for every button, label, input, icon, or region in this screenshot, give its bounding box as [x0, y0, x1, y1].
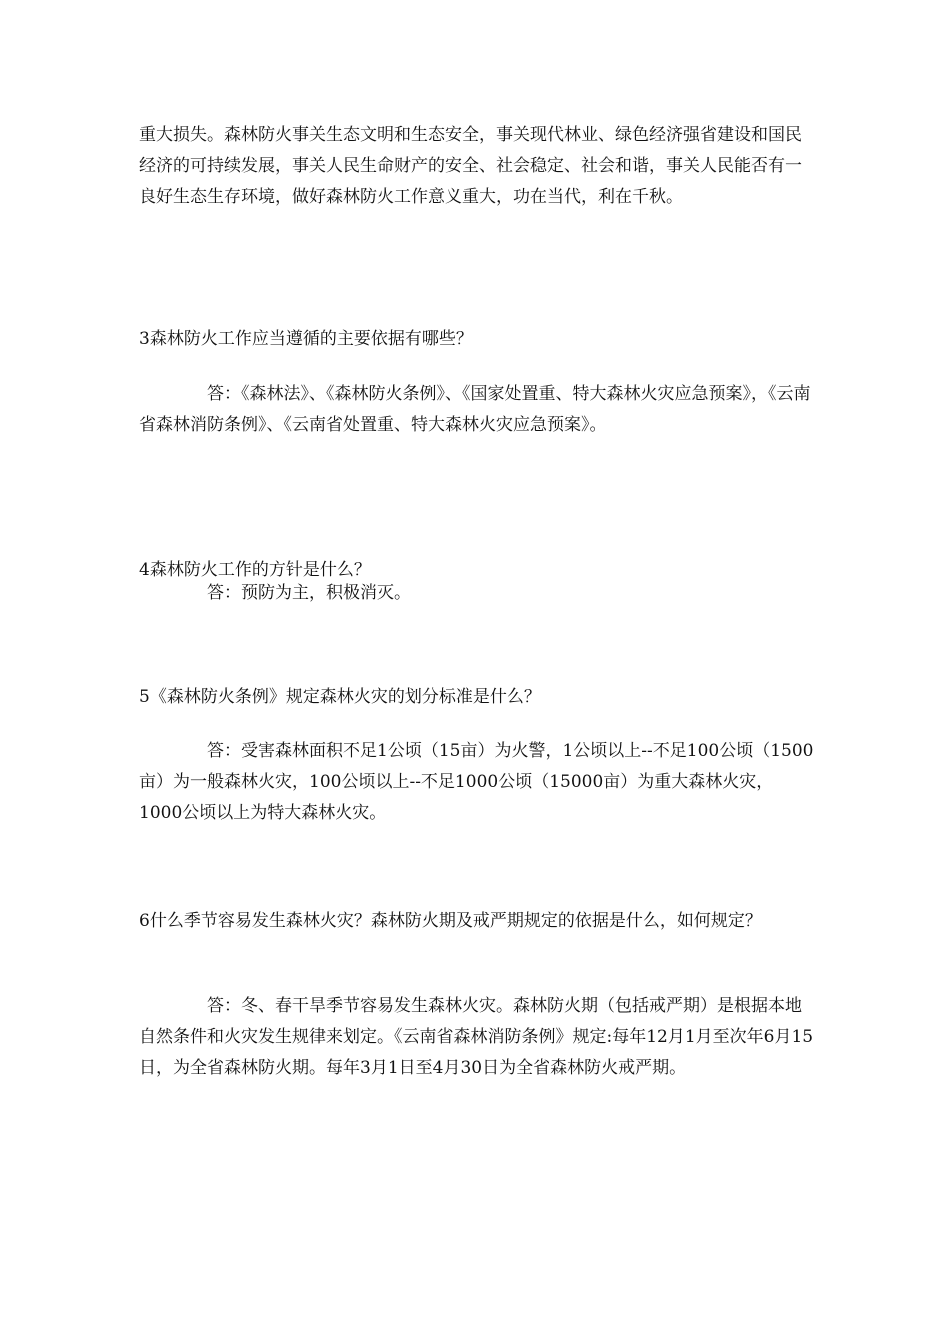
intro-paragraph: 重大损失。森林防火事关生态文明和生态安全，事关现代林业、绿色经济强省建设和国民经济的可持续发展，事关人民生命财产的安全、社会稳定、社会和谐，事关人民能否有一良好生态生存环境，做好森林防火工作意义重大，功在当代，利在千秋。: [139, 125, 802, 207]
question-6: 6什么季节容易发生森林火灾？森林防火期及戒严期规定的依据是什么，如何规定？: [139, 911, 762, 931]
question-3: 3森林防火工作应当遵循的主要依据有哪些？: [139, 329, 473, 349]
answer-3: [139, 379, 815, 441]
answer-6: [139, 991, 815, 1084]
answer-3-text: 答：《森林法》、《森林防火条例》、《国家处置重、特大森林火灾应急预案》，《云南省森林消防条例》、《云南省处置重、特大森林火灾应急预案》。: [139, 384, 811, 435]
answer-4: [139, 578, 815, 609]
answer-6-text: 答：冬、春干旱季节容易发生森林火灾。森林防火期（包括戒严期）是根据本地自然条件和火灾发生规律来划定。《云南省森林消防条例》规定:每年12月1月至次年6月15日，为全省森林防火期。每年3月1日至4月30日为全省森林防火戒严期。: [139, 996, 814, 1078]
answer-4-text: 答：预防为主，积极消灭。: [207, 583, 411, 603]
answer-5: [139, 736, 815, 829]
question-5: 5《森林防火条例》规定森林火灾的划分标准是什么？: [139, 687, 541, 707]
question-4: 4森林防火工作的方针是什么？: [139, 560, 371, 580]
answer-5-text: 答：受害森林面积不足1公顷（15亩）为火警，1公顷以上--不足100公顷（1500亩）为一般森林火灾，100公顷以上--不足1000公顷（15000亩）为重大森林火灾，1000公顷以上为特大森林火灾。: [139, 741, 814, 823]
